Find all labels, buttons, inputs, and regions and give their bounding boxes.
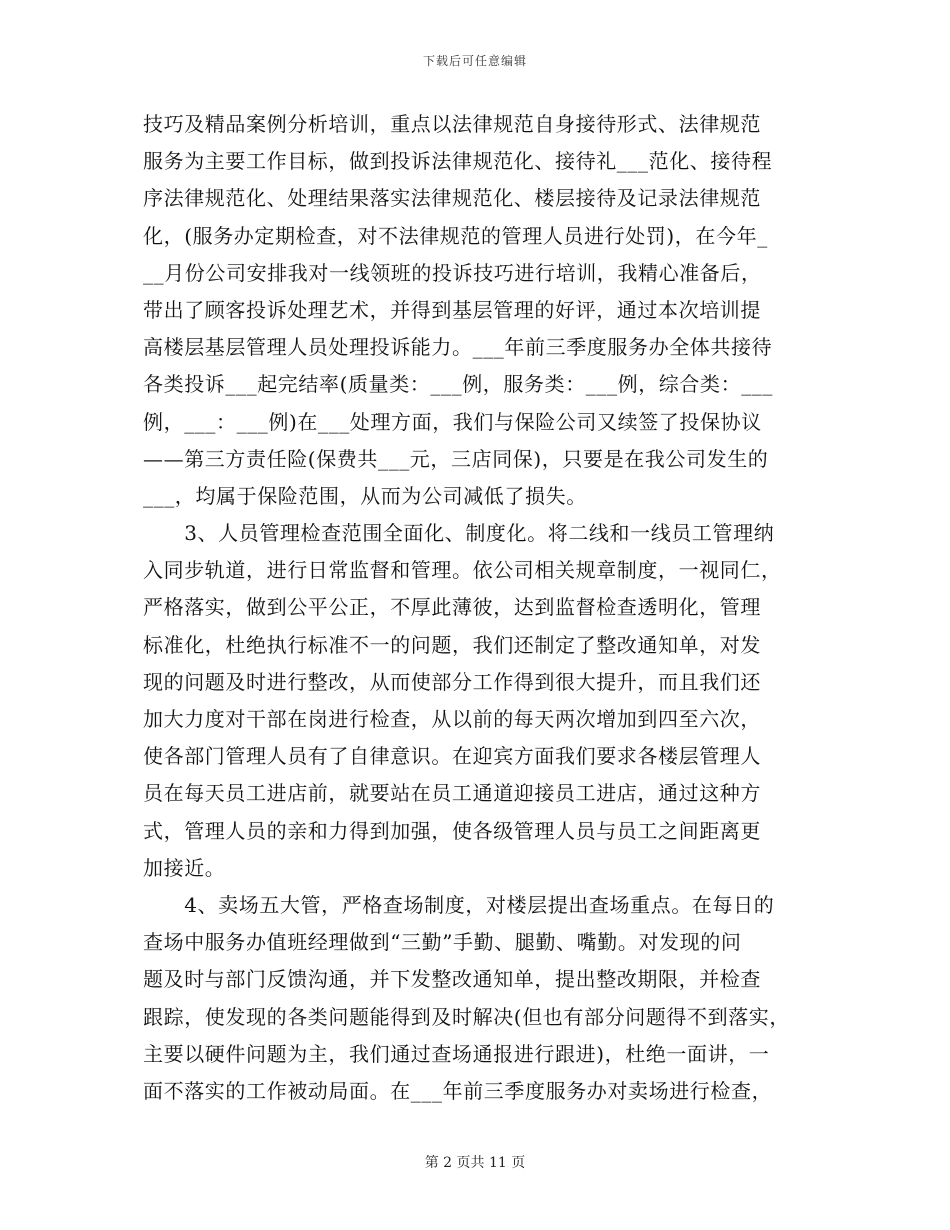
text-line: 严格落实，做到公平公正，不厚此薄彼，达到监督检查透明化，管理 <box>143 595 761 620</box>
text-line: 面不落实的工作被动局面。在___年前三季度服务办对卖场进行检查， <box>143 1078 773 1103</box>
text-line: 使各部门管理人员有了自律意识。在迎宾方面我们要求各楼层管理人 <box>143 744 761 769</box>
text-line: 高楼层基层管理人员处理投诉能力。___年前三季度服务办全体共接待 <box>143 335 773 360</box>
text-line: 各类投诉___起完结率(质量类：___例，服务类：___例，综合类：___ <box>143 372 774 397</box>
text-line: 4、卖场五大管，严格查场制度，对楼层提出查场重点。在每日的 <box>143 892 775 917</box>
text-line: 例，___：___例)在___处理方面，我们与保险公司又续签了投保协议 <box>143 409 762 434</box>
paragraph-store-inspection <box>143 887 811 1110</box>
page-header: 下载后可任意编辑 <box>422 54 527 68</box>
text-line: 题及时与部门反馈沟通，并下发整改通知单，提出整改期限，并检查 <box>143 967 761 992</box>
text-line: 跟踪，使发现的各类问题能得到及时解决(但也有部分问题得不到落实， <box>143 1004 791 1029</box>
text-line: 序法律规范化、处理结果落实法律规范化、楼层接待及记录法律规范 <box>143 186 761 211</box>
text-line: 加大力度对干部在岗进行检查，从以前的每天两次增加到四至六次， <box>143 707 761 731</box>
text-line: 标准化，杜绝执行标准不一的问题，我们还制定了整改通知单，对发 <box>143 632 761 657</box>
text-line: 化，(服务办定期检查，对不法律规范的管理人员进行处罚)，在今年_ <box>143 223 768 248</box>
text-line: 查场中服务办值班经理做到“三勤”手勤、腿勤、嘴勤。对发现的问 <box>143 930 742 955</box>
text-line: 式，管理人员的亲和力得到加强，使各级管理人员与员工之间距离更 <box>143 818 761 843</box>
text-line: __月份公司安排我对一线领班的投诉技巧进行培训，我精心准备后， <box>143 260 762 285</box>
text-line: 3、人员管理检查范围全面化、制度化。将二线和一线员工管理纳 <box>143 521 775 546</box>
text-line: 技巧及精品案例分析培训，重点以法律规范自身接待形式、法律规范 <box>143 112 761 136</box>
text-line: 入同步轨道，进行日常监督和管理。依公司相关规章制度，一视同仁， <box>143 558 782 583</box>
text-line: 员在每天员工进店前，就要站在员工通道迎接员工进店，通过这种方 <box>143 781 761 806</box>
text-line: ——第三方责任险(保费共___元，三店同保)，只要是在我公司发生的 <box>143 446 769 471</box>
text-line: ___，均属于保险范围，从而为公司减低了损失。 <box>143 483 587 508</box>
paragraph-complaint-handling <box>143 106 811 515</box>
text-line: 服务为主要工作目标，做到投诉法律规范化、接待礼___范化、接待程 <box>143 149 773 174</box>
document-body <box>143 106 811 1110</box>
paragraph-staff-management <box>143 515 811 887</box>
text-line: 主要以硬件问题为主，我们通过查场通报进行跟进)，杜绝一面讲，一 <box>143 1041 770 1066</box>
text-line: 加接近。 <box>143 855 226 880</box>
text-line: 带出了顾客投诉处理艺术，并得到基层管理的好评，通过本次培训提 <box>143 297 761 322</box>
text-line: 现的问题及时进行整改，从而使部分工作得到很大提升，而且我们还 <box>143 669 761 694</box>
page-footer: 第 2 页共 11 页 <box>424 1155 526 1171</box>
